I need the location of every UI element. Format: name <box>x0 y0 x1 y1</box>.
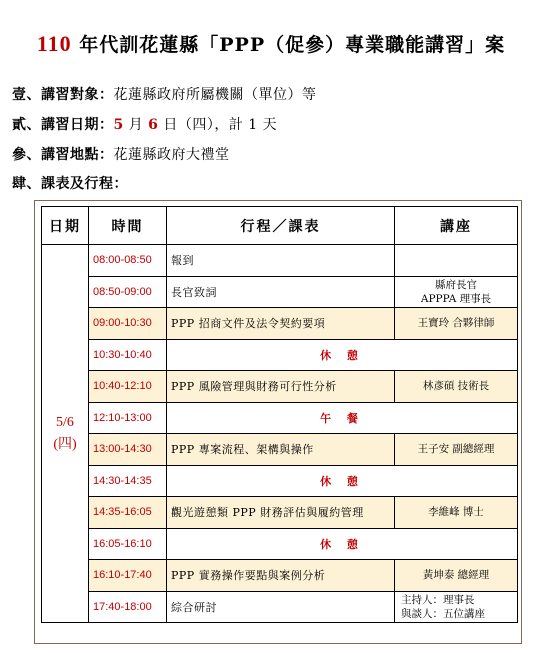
table-row <box>42 528 518 560</box>
time-cell: 08:00-08:50 <box>89 245 167 277</box>
target-label: 壹、講習對象： <box>12 87 114 103</box>
program-cell: PPP 風險管理與財務可行性分析 <box>167 371 395 403</box>
time-cell: 08:50-09:00 <box>89 276 167 308</box>
program-cell: PPP 招商文件及法令契約要項 <box>167 308 395 340</box>
program-cell: PPP 實務操作要點與案例分析 <box>167 560 395 592</box>
time-cell: 12:10-13:00 <box>89 402 167 434</box>
time-cell: 16:05-16:10 <box>89 528 167 560</box>
date-month: 5 <box>113 117 124 133</box>
place-value: 花蓮縣政府大禮堂 <box>113 147 230 163</box>
date-line1: 5/6 <box>56 414 74 430</box>
time-cell: 14:30-14:35 <box>89 465 167 497</box>
program-cell: 綜合研討 <box>167 591 395 623</box>
time-cell: 10:30-10:40 <box>89 339 167 371</box>
table-row <box>42 560 518 592</box>
info-date <box>12 114 277 134</box>
break-cell: 午 餐 <box>167 402 518 434</box>
title-number: 110 <box>36 31 72 56</box>
time-cell: 10:40-12:10 <box>89 371 167 403</box>
speaker-cell <box>395 276 518 308</box>
speaker-cell: 李維峰 博士 <box>395 497 518 529</box>
header-program: 行程／課表 <box>167 207 395 245</box>
date-month-suffix: 月 <box>123 117 149 133</box>
program-cell: 觀光遊憩類 PPP 財務評估與履約管理 <box>167 497 395 529</box>
program-cell: PPP 專案流程、架構與操作 <box>167 434 395 466</box>
speaker-line2: 與談人：五位講座 <box>401 607 485 620</box>
table-row <box>42 465 518 497</box>
speaker-cell: 王子安 副總經理 <box>395 434 518 466</box>
program-cell: 報到 <box>167 245 395 277</box>
time-cell: 13:00-14:30 <box>89 434 167 466</box>
date-label: 貳、講習日期： <box>12 117 114 133</box>
info-place <box>12 144 230 164</box>
speaker-line1: 縣府長官 <box>435 278 477 291</box>
schedule-label: 肆、課表及行程： <box>12 176 128 192</box>
speaker-line1: 主持人：理事長 <box>401 593 475 606</box>
table-row <box>42 402 518 434</box>
speaker-cell: 林彥碩 技術長 <box>395 371 518 403</box>
break-cell: 休 憩 <box>167 339 518 371</box>
program-cell: 長官致詞 <box>167 276 395 308</box>
table-row <box>42 434 518 466</box>
page-title <box>0 30 542 57</box>
table-header-row <box>42 207 518 245</box>
break-cell: 休 憩 <box>167 465 518 497</box>
time-cell: 16:10-17:40 <box>89 560 167 592</box>
target-value: 花蓮縣政府所屬機關（單位）等 <box>113 87 317 103</box>
speaker-cell: 黃坤泰 總經理 <box>395 560 518 592</box>
table-row <box>42 308 518 340</box>
table-row <box>42 497 518 529</box>
table-row <box>42 591 518 623</box>
date-cell <box>42 245 89 623</box>
info-target <box>12 84 317 104</box>
header-time: 時間 <box>89 207 167 245</box>
table-row <box>42 371 518 403</box>
speaker-cell <box>395 245 518 277</box>
header-speaker: 講座 <box>395 207 518 245</box>
header-date: 日期 <box>42 207 89 245</box>
time-cell: 09:00-10:30 <box>89 308 167 340</box>
schedule-table <box>41 206 518 623</box>
speaker-cell: 王寶玲 合夥律師 <box>395 308 518 340</box>
date-day: 6 <box>148 117 159 133</box>
place-label: 參、講習地點： <box>12 147 114 163</box>
time-cell: 14:35-16:05 <box>89 497 167 529</box>
speaker-line2: APPPA 理事長 <box>420 292 492 305</box>
date-line2: (四) <box>53 436 77 452</box>
date-day-suffix: 日（四），計 1 天 <box>158 117 278 133</box>
time-cell: 17:40-18:00 <box>89 591 167 623</box>
speaker-cell <box>395 591 518 623</box>
table-row <box>42 339 518 371</box>
info-schedule <box>12 173 128 193</box>
table-row <box>42 276 518 308</box>
title-text: 年代訓花蓮縣「PPP（促參）專業職能講習」案 <box>71 34 506 56</box>
table-row <box>42 245 518 277</box>
break-cell: 休 憩 <box>167 528 518 560</box>
